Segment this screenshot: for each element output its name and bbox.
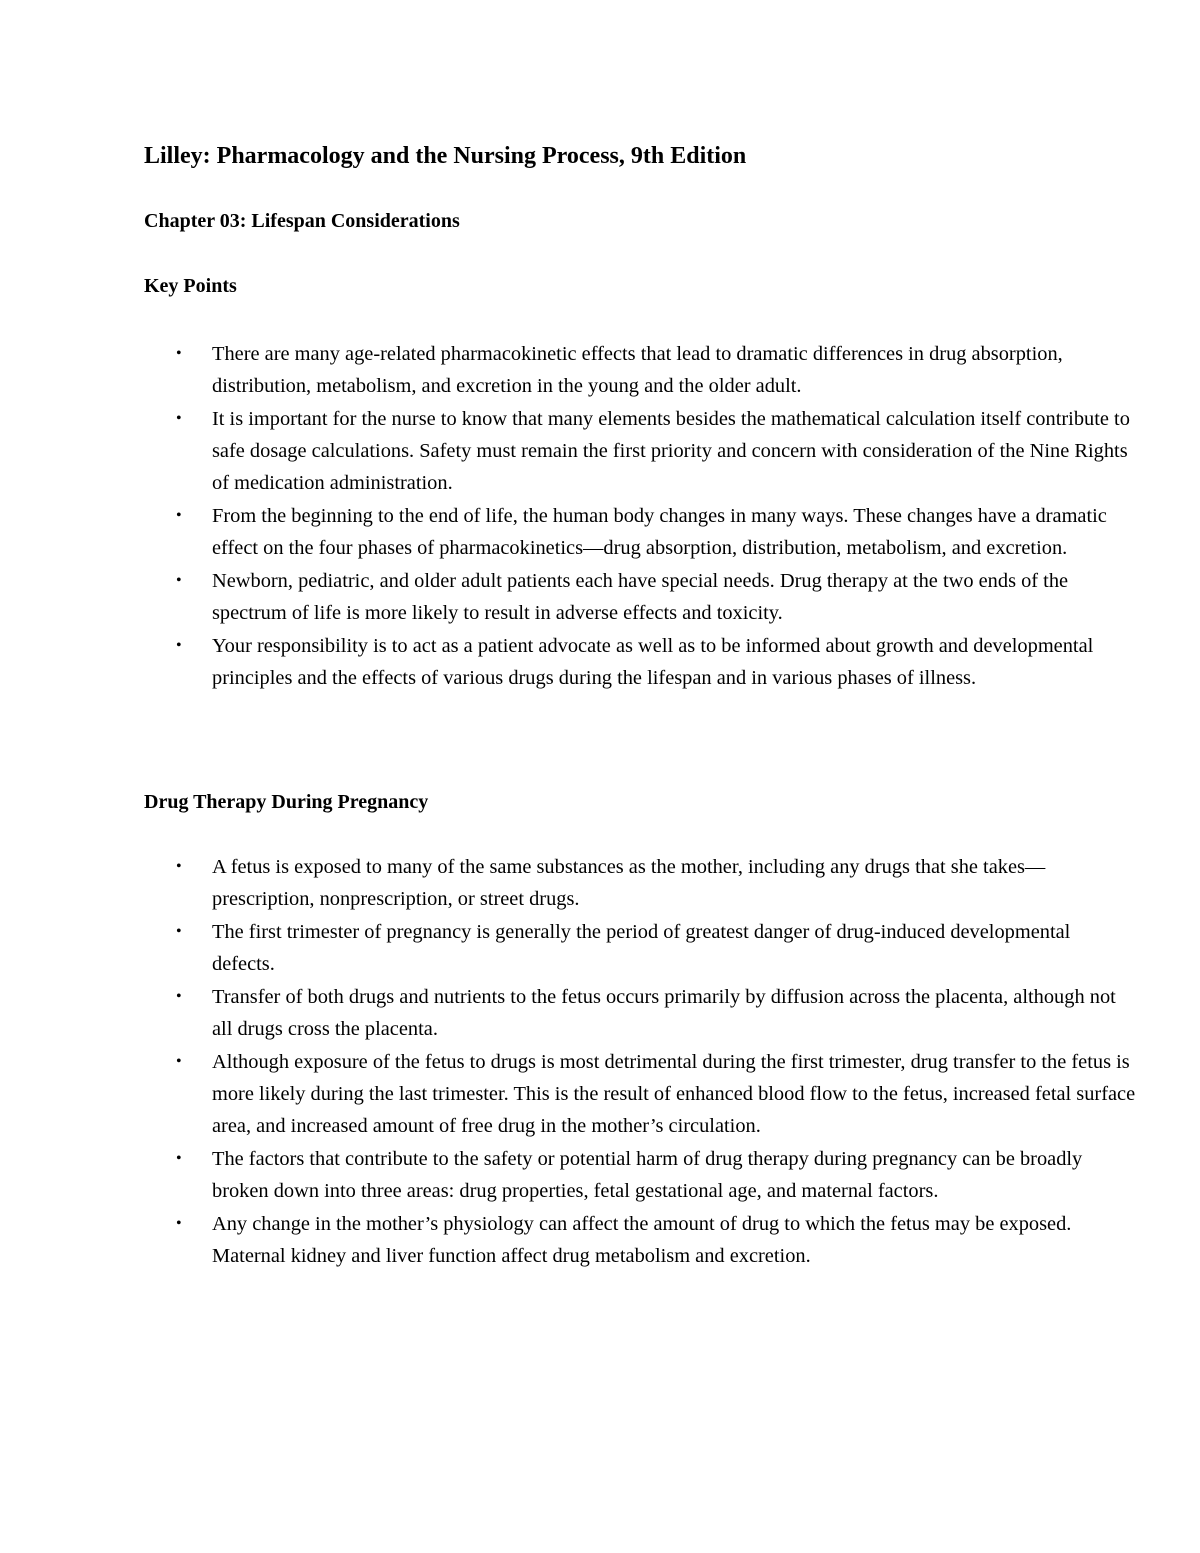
- bullet-icon: •: [176, 858, 182, 875]
- bullet-icon: •: [176, 923, 182, 940]
- bullet-icon: •: [176, 637, 182, 654]
- list-item: [176, 403, 1136, 499]
- bullet-icon: •: [176, 507, 182, 524]
- list-item: [176, 1208, 1136, 1272]
- pregnancy-list: [176, 851, 1136, 1273]
- bullet-icon: •: [176, 345, 182, 362]
- list-item: [176, 565, 1136, 629]
- list-item: [176, 500, 1136, 564]
- list-item-text: A fetus is exposed to many of the same substances as the mother, including any drugs that she takes—prescription, nonprescription, or street drugs.: [212, 856, 1046, 910]
- bullet-icon: •: [176, 1215, 182, 1232]
- list-item-text: Any change in the mother’s physiology can affect the amount of drug to which the fetus may be exposed. Maternal kidney and liver function affect drug metabolism and excretion.: [212, 1213, 1072, 1267]
- section-heading-drug-therapy-pregnancy: Drug Therapy During Pregnancy: [144, 791, 429, 813]
- bullet-icon: •: [176, 988, 182, 1005]
- bullet-icon: •: [176, 1053, 182, 1070]
- list-item-text: Your responsibility is to act as a patient advocate as well as to be informed about growth and developmental principles and the effects of various drugs during the lifespan and in various phases of illness.: [212, 635, 1094, 689]
- list-item: [176, 1046, 1136, 1142]
- list-item-text: The first trimester of pregnancy is generally the period of greatest danger of drug-induced developmental defects.: [212, 921, 1071, 975]
- list-item-text: Newborn, pediatric, and older adult patients each have special needs. Drug therapy at the two ends of the spectrum of life is more likely to result in adverse effects and toxicity.: [212, 570, 1069, 624]
- book-title: Lilley: Pharmacology and the Nursing Process, 9th Edition: [144, 143, 747, 169]
- list-item: [176, 338, 1136, 402]
- key-points-list: [176, 338, 1136, 695]
- bullet-icon: •: [176, 410, 182, 427]
- list-item: [176, 916, 1136, 980]
- list-item-text: From the beginning to the end of life, the human body changes in many ways. These changes have a dramatic effect on the four phases of pharmacokinetics—drug absorption, distribution, metabolism, and excretion.: [212, 505, 1107, 559]
- list-item: [176, 630, 1136, 694]
- bullet-icon: •: [176, 1150, 182, 1167]
- section-heading-key-points: Key Points: [144, 275, 237, 297]
- list-item-text: The factors that contribute to the safety or potential harm of drug therapy during pregnancy can be broadly broken down into three areas: drug properties, fetal gestational age, and maternal factors.: [212, 1148, 1083, 1202]
- list-item-text: It is important for the nurse to know that many elements besides the mathematical calculation itself contribute to safe dosage calculations. Safety must remain the first priority and concern with consideration of the Nine Rights of medication administration.: [212, 408, 1130, 494]
- list-item-text: There are many age-related pharmacokinetic effects that lead to dramatic differences in drug absorption, distribution, metabolism, and excretion in the young and the older adult.: [212, 343, 1063, 397]
- bullet-icon: •: [176, 572, 182, 589]
- list-item-text: Transfer of both drugs and nutrients to the fetus occurs primarily by diffusion across the placenta, although not all drugs cross the placenta.: [212, 986, 1116, 1040]
- list-item: [176, 981, 1136, 1045]
- list-item: [176, 851, 1136, 915]
- chapter-title: Chapter 03: Lifespan Considerations: [144, 210, 460, 232]
- list-item-text: Although exposure of the fetus to drugs is most detrimental during the first trimester, drug transfer to the fetus is more likely during the last trimester. This is the result of enhanced blood flow to the fetus, increased fetal surface area, and increased amount of free drug in the mother’s circulation.: [212, 1051, 1136, 1137]
- list-item: [176, 1143, 1136, 1207]
